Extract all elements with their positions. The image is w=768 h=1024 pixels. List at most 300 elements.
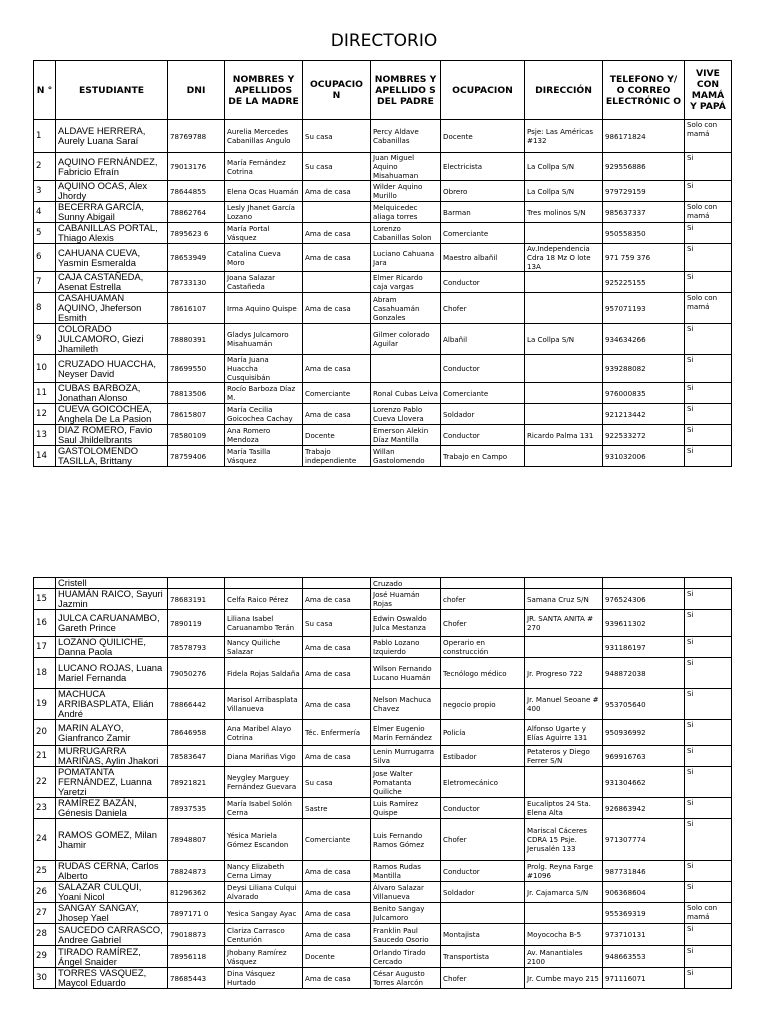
cell-ocupacion-padre: Montajista bbox=[441, 924, 525, 946]
cell-direccion bbox=[525, 404, 603, 425]
cell-telefono: 950558350 bbox=[603, 223, 685, 244]
cell-estudiante: MACHUCA ARRIBASPLATA, Elián André bbox=[56, 689, 168, 720]
cell-n: 4 bbox=[34, 202, 56, 223]
cell-n: 30 bbox=[34, 968, 56, 989]
cell-telefono: 926863942 bbox=[603, 798, 685, 819]
cell-ocupacion-padre: Transportista bbox=[441, 946, 525, 968]
cell-padre: Álvaro Salazar Villanueva bbox=[371, 882, 441, 903]
cell-padre bbox=[371, 355, 441, 383]
cell-telefono: 921213442 bbox=[603, 404, 685, 425]
cell-vive: Solo con mamá bbox=[685, 120, 732, 153]
cell-ocupacion-madre: Ama de casa bbox=[303, 181, 371, 202]
cell-estudiante: CABANILLAS PORTAL, Thiago Alexis bbox=[56, 223, 168, 244]
cell-padre: Cruzado bbox=[371, 578, 441, 589]
cell-dni: 78683191 bbox=[168, 589, 225, 610]
cell-madre: Lesly Jhanet García Lozano bbox=[225, 202, 303, 223]
cell-vive: Si bbox=[685, 689, 732, 720]
cell-n: 19 bbox=[34, 689, 56, 720]
cell-telefono: 969916763 bbox=[603, 746, 685, 767]
header-vive: VIVE CON MAMÁ Y PAPÁ bbox=[685, 61, 732, 120]
cell-n: 7 bbox=[34, 272, 56, 293]
cell-n: 24 bbox=[34, 819, 56, 861]
cell-madre: María Portal Vásquez bbox=[225, 223, 303, 244]
cell-vive: Si bbox=[685, 946, 732, 968]
cell-padre: Lenin Murrugarra Silva bbox=[371, 746, 441, 767]
cell-ocupacion-madre bbox=[303, 578, 371, 589]
cell-n: 26 bbox=[34, 882, 56, 903]
cell-estudiante: AQUINO OCAS, Alex Jhordy bbox=[56, 181, 168, 202]
cell-madre: María Juana Huaccha Cusquisibán bbox=[225, 355, 303, 383]
cell-estudiante: LUCANO ROJAS, Luana Mariel Fernanda bbox=[56, 658, 168, 689]
cell-vive: Si bbox=[685, 861, 732, 882]
cell-direccion: JR. SANTA ANITA # 270 bbox=[525, 610, 603, 637]
cell-vive: Si bbox=[685, 819, 732, 861]
cell-madre: María Fernández Cotrina bbox=[225, 153, 303, 181]
cell-padre: Luis Fernando Ramos Gómez bbox=[371, 819, 441, 861]
cell-telefono: 957071193 bbox=[603, 293, 685, 324]
cell-madre: Elena Ocas Huamán bbox=[225, 181, 303, 202]
cell-vive: Si bbox=[685, 767, 732, 798]
cell-telefono: 929556886 bbox=[603, 153, 685, 181]
cell-ocupacion-madre: Ama de casa bbox=[303, 924, 371, 946]
cell-n: 16 bbox=[34, 610, 56, 637]
cell-ocupacion-padre: negocio propio bbox=[441, 689, 525, 720]
table-row bbox=[34, 610, 732, 637]
cell-dni: 78813506 bbox=[168, 383, 225, 404]
cell-estudiante: CASAHUAMAN AQUINO, Jheferson Esmith bbox=[56, 293, 168, 324]
header-madre: NOMBRES Y APELLIDOS DE LA MADRE bbox=[225, 61, 303, 120]
cell-padre: Nelson Machuca Chavez bbox=[371, 689, 441, 720]
cell-vive: Si bbox=[685, 153, 732, 181]
cell-estudiante: JULCA CARUANAMBO, Gareth Prince bbox=[56, 610, 168, 637]
cell-dni: 78769788 bbox=[168, 120, 225, 153]
cell-dni: 78880391 bbox=[168, 324, 225, 355]
table-row bbox=[34, 689, 732, 720]
header-ocupacion-padre: OCUPACION bbox=[441, 61, 525, 120]
cell-dni: 78921821 bbox=[168, 767, 225, 798]
cell-vive: Si bbox=[685, 720, 732, 746]
table-row bbox=[34, 244, 732, 272]
cell-estudiante: RAMOS GOMEZ, Milan Jhamir bbox=[56, 819, 168, 861]
cell-ocupacion-padre: Maestro albañil bbox=[441, 244, 525, 272]
cell-dni: 78644855 bbox=[168, 181, 225, 202]
cell-ocupacion-madre: Trabajo independiente bbox=[303, 446, 371, 467]
cell-estudiante: POMATANTA FERNÁNDEZ, Luanna Yaretzi bbox=[56, 767, 168, 798]
cell-estudiante: SALAZAR CULQUI, Yoani Nicol bbox=[56, 882, 168, 903]
table-row-continuation bbox=[34, 578, 732, 589]
table-row bbox=[34, 293, 732, 324]
cell-padre: Juan Miguel Aquino Misahuaman bbox=[371, 153, 441, 181]
table-row bbox=[34, 720, 732, 746]
cell-ocupacion-madre: Ama de casa bbox=[303, 355, 371, 383]
cell-telefono: 948663553 bbox=[603, 946, 685, 968]
cell-ocupacion-madre: Docente bbox=[303, 946, 371, 968]
cell-vive: Si bbox=[685, 924, 732, 946]
table-row bbox=[34, 383, 732, 404]
cell-dni: 78956118 bbox=[168, 946, 225, 968]
table-row bbox=[34, 819, 732, 861]
cell-telefono: 906368604 bbox=[603, 882, 685, 903]
cell-dni: 78580109 bbox=[168, 425, 225, 446]
cell-estudiante: TORRES VASQUEZ, Maycol Eduardo bbox=[56, 968, 168, 989]
cell-madre: Nancy Elizabeth Cerna Limay bbox=[225, 861, 303, 882]
table-row bbox=[34, 637, 732, 658]
cell-madre: Aurelia Mercedes Cabanillas Angulo bbox=[225, 120, 303, 153]
cell-dni: 7897171 0 bbox=[168, 903, 225, 924]
cell-direccion bbox=[525, 355, 603, 383]
cell-ocupacion-padre: Soldador bbox=[441, 882, 525, 903]
cell-vive: Si bbox=[685, 658, 732, 689]
cell-n: 11 bbox=[34, 383, 56, 404]
cell-ocupacion-padre: Eletromecánico bbox=[441, 767, 525, 798]
cell-estudiante: MURRUGARRA MARIÑAS, Aylin Jhakori bbox=[56, 746, 168, 767]
cell-n: 20 bbox=[34, 720, 56, 746]
cell-ocupacion-madre: Docente bbox=[303, 425, 371, 446]
cell-ocupacion-padre: Albañil bbox=[441, 324, 525, 355]
cell-padre: Abram Casahuamán Gonzales bbox=[371, 293, 441, 324]
cell-estudiante: LOZANO QUILICHE, Danna Paola bbox=[56, 637, 168, 658]
cell-padre: Ramos Rudas Mantilla bbox=[371, 861, 441, 882]
page-title: DIRECTORIO bbox=[330, 31, 438, 51]
cell-direccion bbox=[525, 293, 603, 324]
header-ocupacion-madre: OCUPACIO N bbox=[303, 61, 371, 120]
cell-ocupacion-madre: Ama de casa bbox=[303, 223, 371, 244]
cell-padre: Lorenzo Cabanillas Solon bbox=[371, 223, 441, 244]
cell-telefono bbox=[603, 578, 685, 589]
cell-direccion: Jr. Manuel Seoane # 400 bbox=[525, 689, 603, 720]
cell-madre: María Cecilia Goicochea Cachay bbox=[225, 404, 303, 425]
cell-estudiante: ALDAVE HERRERA, Aurely Luana Saraí bbox=[56, 120, 168, 153]
cell-madre: Diana Mariñas Vigo bbox=[225, 746, 303, 767]
cell-direccion: La Collpa S/N bbox=[525, 181, 603, 202]
table-row bbox=[34, 746, 732, 767]
cell-madre: Nancy Quiliche Salazar bbox=[225, 637, 303, 658]
cell-direccion: Eucaliptos 24 Sta. Elena Alta bbox=[525, 798, 603, 819]
cell-vive: Si bbox=[685, 637, 732, 658]
cell-ocupacion-padre: Policía bbox=[441, 720, 525, 746]
cell-ocupacion-padre: Comerciante bbox=[441, 223, 525, 244]
table-row bbox=[34, 120, 732, 153]
table-row bbox=[34, 968, 732, 989]
cell-ocupacion-padre: Conductor bbox=[441, 272, 525, 293]
cell-estudiante: CAJA CASTAÑEDA, Asenat Estrella bbox=[56, 272, 168, 293]
cell-ocupacion-padre: Obrero bbox=[441, 181, 525, 202]
cell-dni: 78646958 bbox=[168, 720, 225, 746]
cell-estudiante: MARIN ALAYO, Gianfranco Zamir bbox=[56, 720, 168, 746]
header-estudiante: ESTUDIANTE bbox=[56, 61, 168, 120]
cell-direccion: Tres molinos S/N bbox=[525, 202, 603, 223]
cell-vive: Si bbox=[685, 383, 732, 404]
cell-madre: Ana Romero Mendoza bbox=[225, 425, 303, 446]
cell-estudiante: COLORADO JULCAMORO, Giezi Jhamileth bbox=[56, 324, 168, 355]
cell-n: 10 bbox=[34, 355, 56, 383]
cell-telefono: 948872038 bbox=[603, 658, 685, 689]
cell-padre: Edwin Oswaldo Julca Mestanza bbox=[371, 610, 441, 637]
cell-n: 25 bbox=[34, 861, 56, 882]
cell-madre: Ana Maribel Alayo Cotrina bbox=[225, 720, 303, 746]
cell-dni: 78937535 bbox=[168, 798, 225, 819]
cell-n: 27 bbox=[34, 903, 56, 924]
cell-ocupacion-madre: Ama de casa bbox=[303, 589, 371, 610]
cell-n: 9 bbox=[34, 324, 56, 355]
cell-direccion: Petateros y Diego Ferrer S/N bbox=[525, 746, 603, 767]
cell-telefono: 931032006 bbox=[603, 446, 685, 467]
cell-dni: 79018873 bbox=[168, 924, 225, 946]
cell-ocupacion-padre: Conductor bbox=[441, 425, 525, 446]
cell-padre: Wilson Fernando Lucano Huamán bbox=[371, 658, 441, 689]
header-dni: DNI bbox=[168, 61, 225, 120]
cell-vive: Si bbox=[685, 324, 732, 355]
cell-madre: Gladys Julcamoro Misahuamán bbox=[225, 324, 303, 355]
cell-direccion: Prolg. Reyna Farge #1096 bbox=[525, 861, 603, 882]
cell-direccion: Jr. Progreso 722 bbox=[525, 658, 603, 689]
cell-n: 23 bbox=[34, 798, 56, 819]
cell-n: 28 bbox=[34, 924, 56, 946]
cell-madre: Irma Aquino Quispe bbox=[225, 293, 303, 324]
cell-dni: 78759406 bbox=[168, 446, 225, 467]
cell-madre: Liliana Isabel Caruanambo Terán bbox=[225, 610, 303, 637]
cell-telefono: 976000835 bbox=[603, 383, 685, 404]
table-row bbox=[34, 589, 732, 610]
cell-ocupacion-madre: Téc. Enfermería bbox=[303, 720, 371, 746]
cell-n: 2 bbox=[34, 153, 56, 181]
cell-ocupacion-padre: Conductor bbox=[441, 355, 525, 383]
cell-ocupacion-padre: Estibador bbox=[441, 746, 525, 767]
cell-telefono: 950936992 bbox=[603, 720, 685, 746]
cell-madre: Deysi Liliana Culqui Alvarado bbox=[225, 882, 303, 903]
table-row bbox=[34, 153, 732, 181]
cell-madre: Yésica Mariela Gómez Escandon bbox=[225, 819, 303, 861]
cell-padre: Gilmer colorado Aguilar bbox=[371, 324, 441, 355]
cell-telefono: 934634266 bbox=[603, 324, 685, 355]
cell-dni bbox=[168, 578, 225, 589]
cell-estudiante: GASTOLOMENDO TASILLA, Brittany bbox=[56, 446, 168, 467]
cell-vive: Si bbox=[685, 746, 732, 767]
cell-ocupacion-madre: Ama de casa bbox=[303, 861, 371, 882]
cell-direccion bbox=[525, 767, 603, 798]
cell-ocupacion-madre: Ama de casa bbox=[303, 637, 371, 658]
cell-telefono: 953705640 bbox=[603, 689, 685, 720]
cell-telefono: 971 759 376 bbox=[603, 244, 685, 272]
cell-telefono: 922533272 bbox=[603, 425, 685, 446]
cell-ocupacion-madre: Su casa bbox=[303, 153, 371, 181]
cell-padre: Luis Ramírez Quispe bbox=[371, 798, 441, 819]
cell-estudiante: TIRADO RAMÍREZ, Ángel Snaider bbox=[56, 946, 168, 968]
table-row bbox=[34, 903, 732, 924]
cell-madre: María Isabel Solón Cerna bbox=[225, 798, 303, 819]
cell-ocupacion-padre: Operario en construcción bbox=[441, 637, 525, 658]
cell-madre: Joana Salazar Castañeda bbox=[225, 272, 303, 293]
cell-dni: 78615807 bbox=[168, 404, 225, 425]
cell-estudiante: BECERRA GARCÍA, Sunny Abigail bbox=[56, 202, 168, 223]
cell-ocupacion-madre: Su casa bbox=[303, 120, 371, 153]
cell-ocupacion-madre: Comerciante bbox=[303, 819, 371, 861]
cell-direccion: Ricardo Palma 131 bbox=[525, 425, 603, 446]
cell-direccion: Jr. Cumbe mayo 215 bbox=[525, 968, 603, 989]
table-row bbox=[34, 223, 732, 244]
cell-padre: Willan Gastolomendo bbox=[371, 446, 441, 467]
cell-n: 8 bbox=[34, 293, 56, 324]
header-row bbox=[34, 61, 732, 120]
cell-ocupacion-padre: Chofer bbox=[441, 610, 525, 637]
cell-dni: 78862764 bbox=[168, 202, 225, 223]
cell-n: 22 bbox=[34, 767, 56, 798]
table-row bbox=[34, 181, 732, 202]
cell-n: 12 bbox=[34, 404, 56, 425]
table-row bbox=[34, 355, 732, 383]
cell-dni: 78824873 bbox=[168, 861, 225, 882]
cell-vive: Solo con mamá bbox=[685, 903, 732, 924]
cell-padre: Ronal Cubas Leiva bbox=[371, 383, 441, 404]
cell-ocupacion-madre: Ama de casa bbox=[303, 689, 371, 720]
cell-madre: Neygley Marguey Fernández Guevara bbox=[225, 767, 303, 798]
cell-vive: Si bbox=[685, 446, 732, 467]
header-n: N ° bbox=[34, 61, 56, 120]
cell-vive: Si bbox=[685, 610, 732, 637]
cell-ocupacion-padre bbox=[441, 903, 525, 924]
cell-estudiante: AQUINO FERNÁNDEZ, Fabricio Efraín bbox=[56, 153, 168, 181]
table-row bbox=[34, 946, 732, 968]
cell-direccion: Av.Independencia Cdra 18 Mz O lote 13A bbox=[525, 244, 603, 272]
table-row bbox=[34, 272, 732, 293]
cell-ocupacion-padre: Chofer bbox=[441, 293, 525, 324]
table-row bbox=[34, 767, 732, 798]
cell-ocupacion-padre: Soldador bbox=[441, 404, 525, 425]
cell-n: 14 bbox=[34, 446, 56, 467]
cell-vive: Si bbox=[685, 798, 732, 819]
cell-telefono: 971116071 bbox=[603, 968, 685, 989]
cell-ocupacion-madre: Ama de casa bbox=[303, 244, 371, 272]
cell-telefono: 931304662 bbox=[603, 767, 685, 798]
cell-dni: 78578793 bbox=[168, 637, 225, 658]
cell-ocupacion-madre: Su casa bbox=[303, 610, 371, 637]
cell-ocupacion-madre bbox=[303, 202, 371, 223]
cell-direccion bbox=[525, 383, 603, 404]
cell-vive bbox=[685, 578, 732, 589]
cell-vive: Si bbox=[685, 355, 732, 383]
cell-n bbox=[34, 578, 56, 589]
cell-telefono: 925225155 bbox=[603, 272, 685, 293]
cell-ocupacion-padre: Chofer bbox=[441, 819, 525, 861]
cell-telefono: 986171824 bbox=[603, 120, 685, 153]
cell-vive: Si bbox=[685, 882, 732, 903]
cell-ocupacion-madre: Ama de casa bbox=[303, 968, 371, 989]
cell-ocupacion-madre: Ama de casa bbox=[303, 746, 371, 767]
cell-madre: Celfa Raico Pérez bbox=[225, 589, 303, 610]
cell-telefono: 979729159 bbox=[603, 181, 685, 202]
table-row bbox=[34, 882, 732, 903]
cell-madre: Marisol Arribasplata Villanueva bbox=[225, 689, 303, 720]
cell-vive: Si bbox=[685, 589, 732, 610]
cell-padre: Franklin Paul Saucedo Osorio bbox=[371, 924, 441, 946]
cell-ocupacion-madre: Ama de casa bbox=[303, 658, 371, 689]
cell-vive: Si bbox=[685, 404, 732, 425]
cell-dni: 78653949 bbox=[168, 244, 225, 272]
cell-direccion: Moyococha B-5 bbox=[525, 924, 603, 946]
cell-ocupacion-madre: Ama de casa bbox=[303, 404, 371, 425]
table-row bbox=[34, 798, 732, 819]
cell-estudiante: DIAZ ROMERO, Favio Saul Jhildelbrants bbox=[56, 425, 168, 446]
cell-estudiante: CUBAS BARBOZA, Jonathan Alonso bbox=[56, 383, 168, 404]
table-row bbox=[34, 425, 732, 446]
cell-madre: Jhobany Ramírez Vásquez bbox=[225, 946, 303, 968]
cell-direccion: La Collpa S/N bbox=[525, 153, 603, 181]
cell-dni: 78699550 bbox=[168, 355, 225, 383]
cell-telefono: 971307774 bbox=[603, 819, 685, 861]
table-row bbox=[34, 446, 732, 467]
header-padre: NOMBRES Y APELLIDO S DEL PADRE bbox=[371, 61, 441, 120]
cell-ocupacion-padre: Trabajo en Campo bbox=[441, 446, 525, 467]
cell-padre: Luciano Cahuana Jara bbox=[371, 244, 441, 272]
cell-direccion bbox=[525, 272, 603, 293]
table-row bbox=[34, 861, 732, 882]
cell-ocupacion-madre bbox=[303, 272, 371, 293]
cell-ocupacion-padre: Comerciante bbox=[441, 383, 525, 404]
cell-estudiante: RAMÍREZ BAZÁN, Génesis Daniela bbox=[56, 798, 168, 819]
cell-n: 6 bbox=[34, 244, 56, 272]
cell-dni: 79013176 bbox=[168, 153, 225, 181]
table-row bbox=[34, 404, 732, 425]
cell-padre: Jose Walter Pomatanta Quiliche bbox=[371, 767, 441, 798]
cell-madre bbox=[225, 578, 303, 589]
cell-padre: Lorenzo Pablo Cueva Llovera bbox=[371, 404, 441, 425]
cell-n: 1 bbox=[34, 120, 56, 153]
cell-n: 29 bbox=[34, 946, 56, 968]
cell-padre: Melquicedec aliaga torres bbox=[371, 202, 441, 223]
cell-ocupacion-padre: Conductor bbox=[441, 861, 525, 882]
cell-padre: Benito Sangay Julcamoro bbox=[371, 903, 441, 924]
cell-vive: Si bbox=[685, 181, 732, 202]
cell-direccion bbox=[525, 223, 603, 244]
table-row bbox=[34, 658, 732, 689]
cell-ocupacion-madre: Ama de casa bbox=[303, 293, 371, 324]
cell-estudiante: SAUCEDO CARRASCO, Andree Gabriel bbox=[56, 924, 168, 946]
cell-n: 18 bbox=[34, 658, 56, 689]
cell-dni: 79050276 bbox=[168, 658, 225, 689]
cell-direccion: Jr. Cajamarca S/N bbox=[525, 882, 603, 903]
cell-vive: Solo con mamá bbox=[685, 293, 732, 324]
cell-ocupacion-madre: Ama de casa bbox=[303, 882, 371, 903]
cell-ocupacion-padre: Barman bbox=[441, 202, 525, 223]
cell-ocupacion-padre: Tecnólogo médico bbox=[441, 658, 525, 689]
cell-estudiante: Cristell bbox=[56, 578, 168, 589]
cell-direccion: Samana Cruz S/N bbox=[525, 589, 603, 610]
cell-padre: José Huamán Rojas bbox=[371, 589, 441, 610]
cell-telefono: 985637337 bbox=[603, 202, 685, 223]
cell-padre: Emerson Alekin Díaz Mantilla bbox=[371, 425, 441, 446]
cell-vive: Si bbox=[685, 425, 732, 446]
cell-vive: Si bbox=[685, 223, 732, 244]
cell-direccion bbox=[525, 637, 603, 658]
directory-table-2 bbox=[33, 577, 732, 989]
cell-dni: 78583647 bbox=[168, 746, 225, 767]
cell-estudiante: RUDAS CERNA, Carlos Alberto bbox=[56, 861, 168, 882]
cell-telefono: 955369319 bbox=[603, 903, 685, 924]
cell-madre: Rocío Barboza Díaz M. bbox=[225, 383, 303, 404]
table-row bbox=[34, 324, 732, 355]
cell-telefono: 939611302 bbox=[603, 610, 685, 637]
cell-vive: Solo con mamá bbox=[685, 202, 732, 223]
cell-padre: Orlando Tirado Cercado bbox=[371, 946, 441, 968]
cell-n: 17 bbox=[34, 637, 56, 658]
cell-direccion: Mariscal Cáceres CDRA 15 Psje. Jerusalén 133 bbox=[525, 819, 603, 861]
cell-madre: Clariza Carrasco Centurión bbox=[225, 924, 303, 946]
cell-telefono: 973710131 bbox=[603, 924, 685, 946]
cell-ocupacion-madre bbox=[303, 324, 371, 355]
cell-dni: 81296362 bbox=[168, 882, 225, 903]
cell-padre: Percy Aldave Cabanillas bbox=[371, 120, 441, 153]
cell-vive: Si bbox=[685, 244, 732, 272]
